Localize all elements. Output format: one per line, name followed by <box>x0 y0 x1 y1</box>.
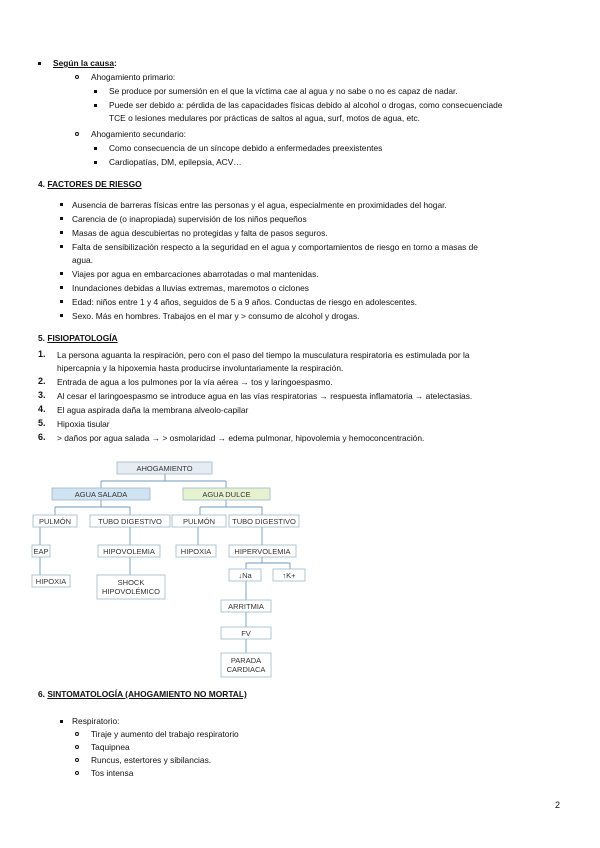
list-number: 6. <box>38 432 46 442</box>
risk-item: Inundaciones debidas a lluvias extremas, maremotos o ciclones <box>72 283 309 293</box>
k-label: ↑K+ <box>282 571 296 580</box>
parada-label-1: PARADA <box>230 656 262 665</box>
section6-heading <box>38 689 247 699</box>
hipoxia1-label: HIPOXIA <box>35 577 67 586</box>
shock-label-1: SHOCK <box>117 578 145 587</box>
hipoxia2-label: HIPOXIA <box>180 547 212 556</box>
pulmon1-label: PULMÓN <box>38 517 72 526</box>
resp-title: Respiratorio: <box>72 716 120 726</box>
list-number: 2. <box>38 376 46 386</box>
symptom-item: Tiraje y aumento del trabajo respiratorio <box>91 729 239 739</box>
bullet-icon <box>60 720 63 723</box>
primario-item: Se produce por sumersión en el que la víctima cae al agua y no sabe o no es capaz de nadar. <box>109 86 458 96</box>
circle-bullet-icon <box>75 745 79 749</box>
symptom-item: Tos intensa <box>91 768 134 778</box>
diagram-connectors <box>40 474 290 653</box>
shock-label-2: HIPOVOLÉMICO <box>102 587 160 596</box>
fisio-item: Entrada de agua a los pulmones por la vía aérea → tos y laringoespasmo. <box>57 377 333 387</box>
hipovolemia-label: HIPOVOLEMIA <box>103 547 155 556</box>
fisio-item: El agua aspirada daña la membrana alveolo-capilar <box>57 405 249 415</box>
list-number: 3. <box>38 390 46 400</box>
salada-label: AGUA SALADA <box>74 490 128 499</box>
primario-item: Puede ser debido a: pérdida de las capacidades físicas debido al alcohol o drogas, como consecuenciade <box>109 100 503 110</box>
section5-number: 5. <box>38 333 45 343</box>
causa-colon: : <box>113 58 117 68</box>
causa-title: Según la causa <box>53 58 114 68</box>
tubo1-label: TUBO DIGESTIVO <box>98 517 162 526</box>
risk-item: Masas de agua descubiertas no protegidas y falta de pasos seguros. <box>72 228 328 238</box>
primario-item: TCE o lesiones medulares por prácticas de saltos al agua, surf, motos de agua, etc. <box>109 113 420 123</box>
fisio-item: Al cesar el laringoespasmo se introduce agua en las vías respiratorias → respuesta inflamatoria → atelectasias. <box>57 391 473 401</box>
fv-label: FV <box>241 629 251 638</box>
symptom-item: Runcus, estertores y sibilancias. <box>91 755 212 765</box>
fisio-item: Hipoxia tisular <box>57 419 110 429</box>
risk-item: Edad: niños entre 1 y 4 años, seguidos de 5 a 9 años. Conductas de riesgo en adolescentes. <box>72 297 418 307</box>
secundario-item: Cardiopatías, DM, epilepsia, ACV… <box>109 157 242 167</box>
fisio-item: hipercapnia y la hipoxemia hasta producirse involuntariamente la respiración. <box>57 363 344 373</box>
risk-item: Ausencia de barreras físicas entre las personas y el agua, especialmente en proximidades del hogar. <box>72 200 447 210</box>
secundario-title: Ahogamiento secundario: <box>91 129 186 139</box>
fisio-item: > daños por agua salada → > osmolaridad → edema pulmonar, hipovolemia y hemoconcentración. <box>57 433 425 443</box>
list-number: 4. <box>38 404 46 414</box>
circle-bullet-icon <box>75 758 79 762</box>
risk-item: Carencia de (o inapropiada) supervisión de los niños pequeños <box>72 214 307 224</box>
tubo2-label: TUBO DIGESTIVO <box>232 517 296 526</box>
pulmon2-label: PULMÓN <box>182 517 216 526</box>
hipervolemia-label: HIPERVOLEMIA <box>234 547 291 556</box>
na-label: ↓Na <box>238 571 252 580</box>
section4-title: FACTORES DE RIESGO <box>47 179 142 189</box>
eap-label: EAP <box>33 547 49 556</box>
list-number: 5. <box>38 418 46 428</box>
risk-item: agua. <box>72 255 93 265</box>
section6-number: 6. <box>38 689 45 699</box>
page-number: 2 <box>555 800 561 810</box>
section4-number: 4. <box>38 179 45 189</box>
symptom-item: Taquipnea <box>91 742 130 752</box>
section6-title: SINTOMATOLOGÍA (AHOGAMIENTO NO MORTAL) <box>47 689 247 699</box>
primario-title: Ahogamiento primario: <box>91 72 176 82</box>
circle-bullet-icon <box>75 771 79 775</box>
circle-bullet-icon <box>75 732 79 736</box>
fisio-item: La persona aguanta la respiración, pero con el paso del tiempo la musculatura respiratoria es estimulada por la <box>57 350 470 360</box>
risk-item: Sexo. Más en hombres. Trabajos en el mar y > consumo de alcohol y drogas. <box>72 311 360 321</box>
parada-label-2: CARDIACA <box>226 665 266 674</box>
root-label: AHOGAMIENTO <box>136 464 193 473</box>
arritmia-label: ARRITMIA <box>228 602 264 611</box>
list-number: 1. <box>38 349 46 359</box>
secundario-item: Como consecuencia de un síncope debido a enfermedades preexistentes <box>109 143 383 153</box>
risk-item: Falta de sensibilización respecto a la seguridad en el agua y comportamientos de riesgo en torno a masas de <box>72 242 478 252</box>
dulce-label: AGUA DULCE <box>202 490 251 499</box>
section5-title: FISIOPATOLOGÍA <box>47 333 118 343</box>
risk-item: Viajes por agua en embarcaciones abarrotadas o mal mantenidas. <box>72 269 319 279</box>
